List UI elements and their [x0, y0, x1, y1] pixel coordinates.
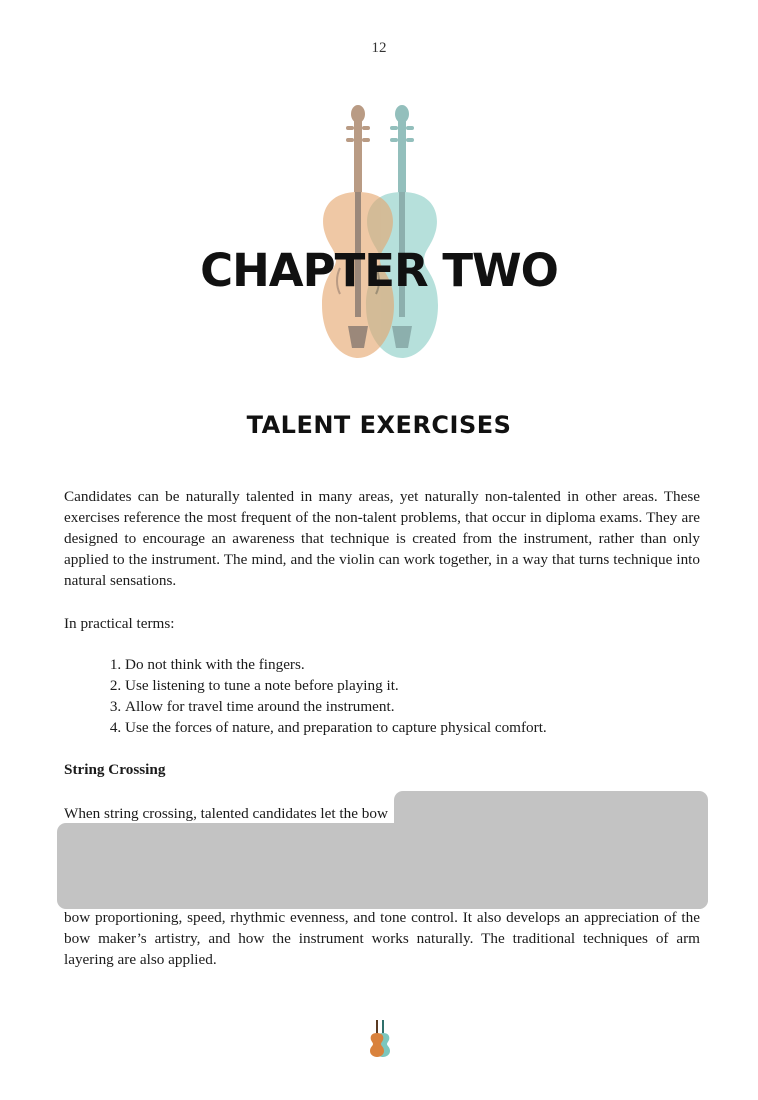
- footer-orange-violin-icon: [370, 1020, 384, 1057]
- list-item: 1. Do not think with the fingers.: [125, 654, 705, 675]
- string-crossing-lead: When string crossing, talented candidates let the bow: [64, 805, 388, 822]
- violins-icon: [296, 100, 466, 365]
- exercise-list: [96, 654, 705, 738]
- orange-violin-icon: [322, 105, 394, 358]
- intro-paragraph: Candidates can be naturally talented in many areas, yet naturally non-talented in other areas. These exercises reference the most frequent of the non-talent problems, that occur in diploma exams. They are designed to encourage an awareness that technique is created from the instrument, rather than only applied to the instrument. The mind, and the violin can work together, in a way that turns technique into natural sensations.: [64, 488, 700, 589]
- practical-terms-label: In practical terms:: [64, 615, 175, 632]
- redaction-block: [57, 823, 708, 909]
- string-crossing-heading: String Crossing: [64, 761, 166, 778]
- list-item: 3. Allow for travel time around the instrument.: [125, 696, 705, 717]
- list-item: 2. Use listening to tune a note before playing it.: [125, 675, 705, 696]
- chapter-title: CHAPTER TWO: [200, 244, 558, 297]
- string-crossing-paragraph: bow proportioning, speed, rhythmic evenness, and tone control. It also develops an appreciation of the bow maker’s artistry, and how the instrument works naturally. The traditional techniques of arm layering are also applied.: [64, 909, 700, 968]
- section-title: TALENT EXERCISES: [246, 411, 512, 439]
- violins-icon: [366, 1018, 394, 1058]
- page-number: 12: [371, 40, 387, 56]
- list-item: 4. Use the forces of nature, and preparation to capture physical comfort.: [125, 717, 705, 738]
